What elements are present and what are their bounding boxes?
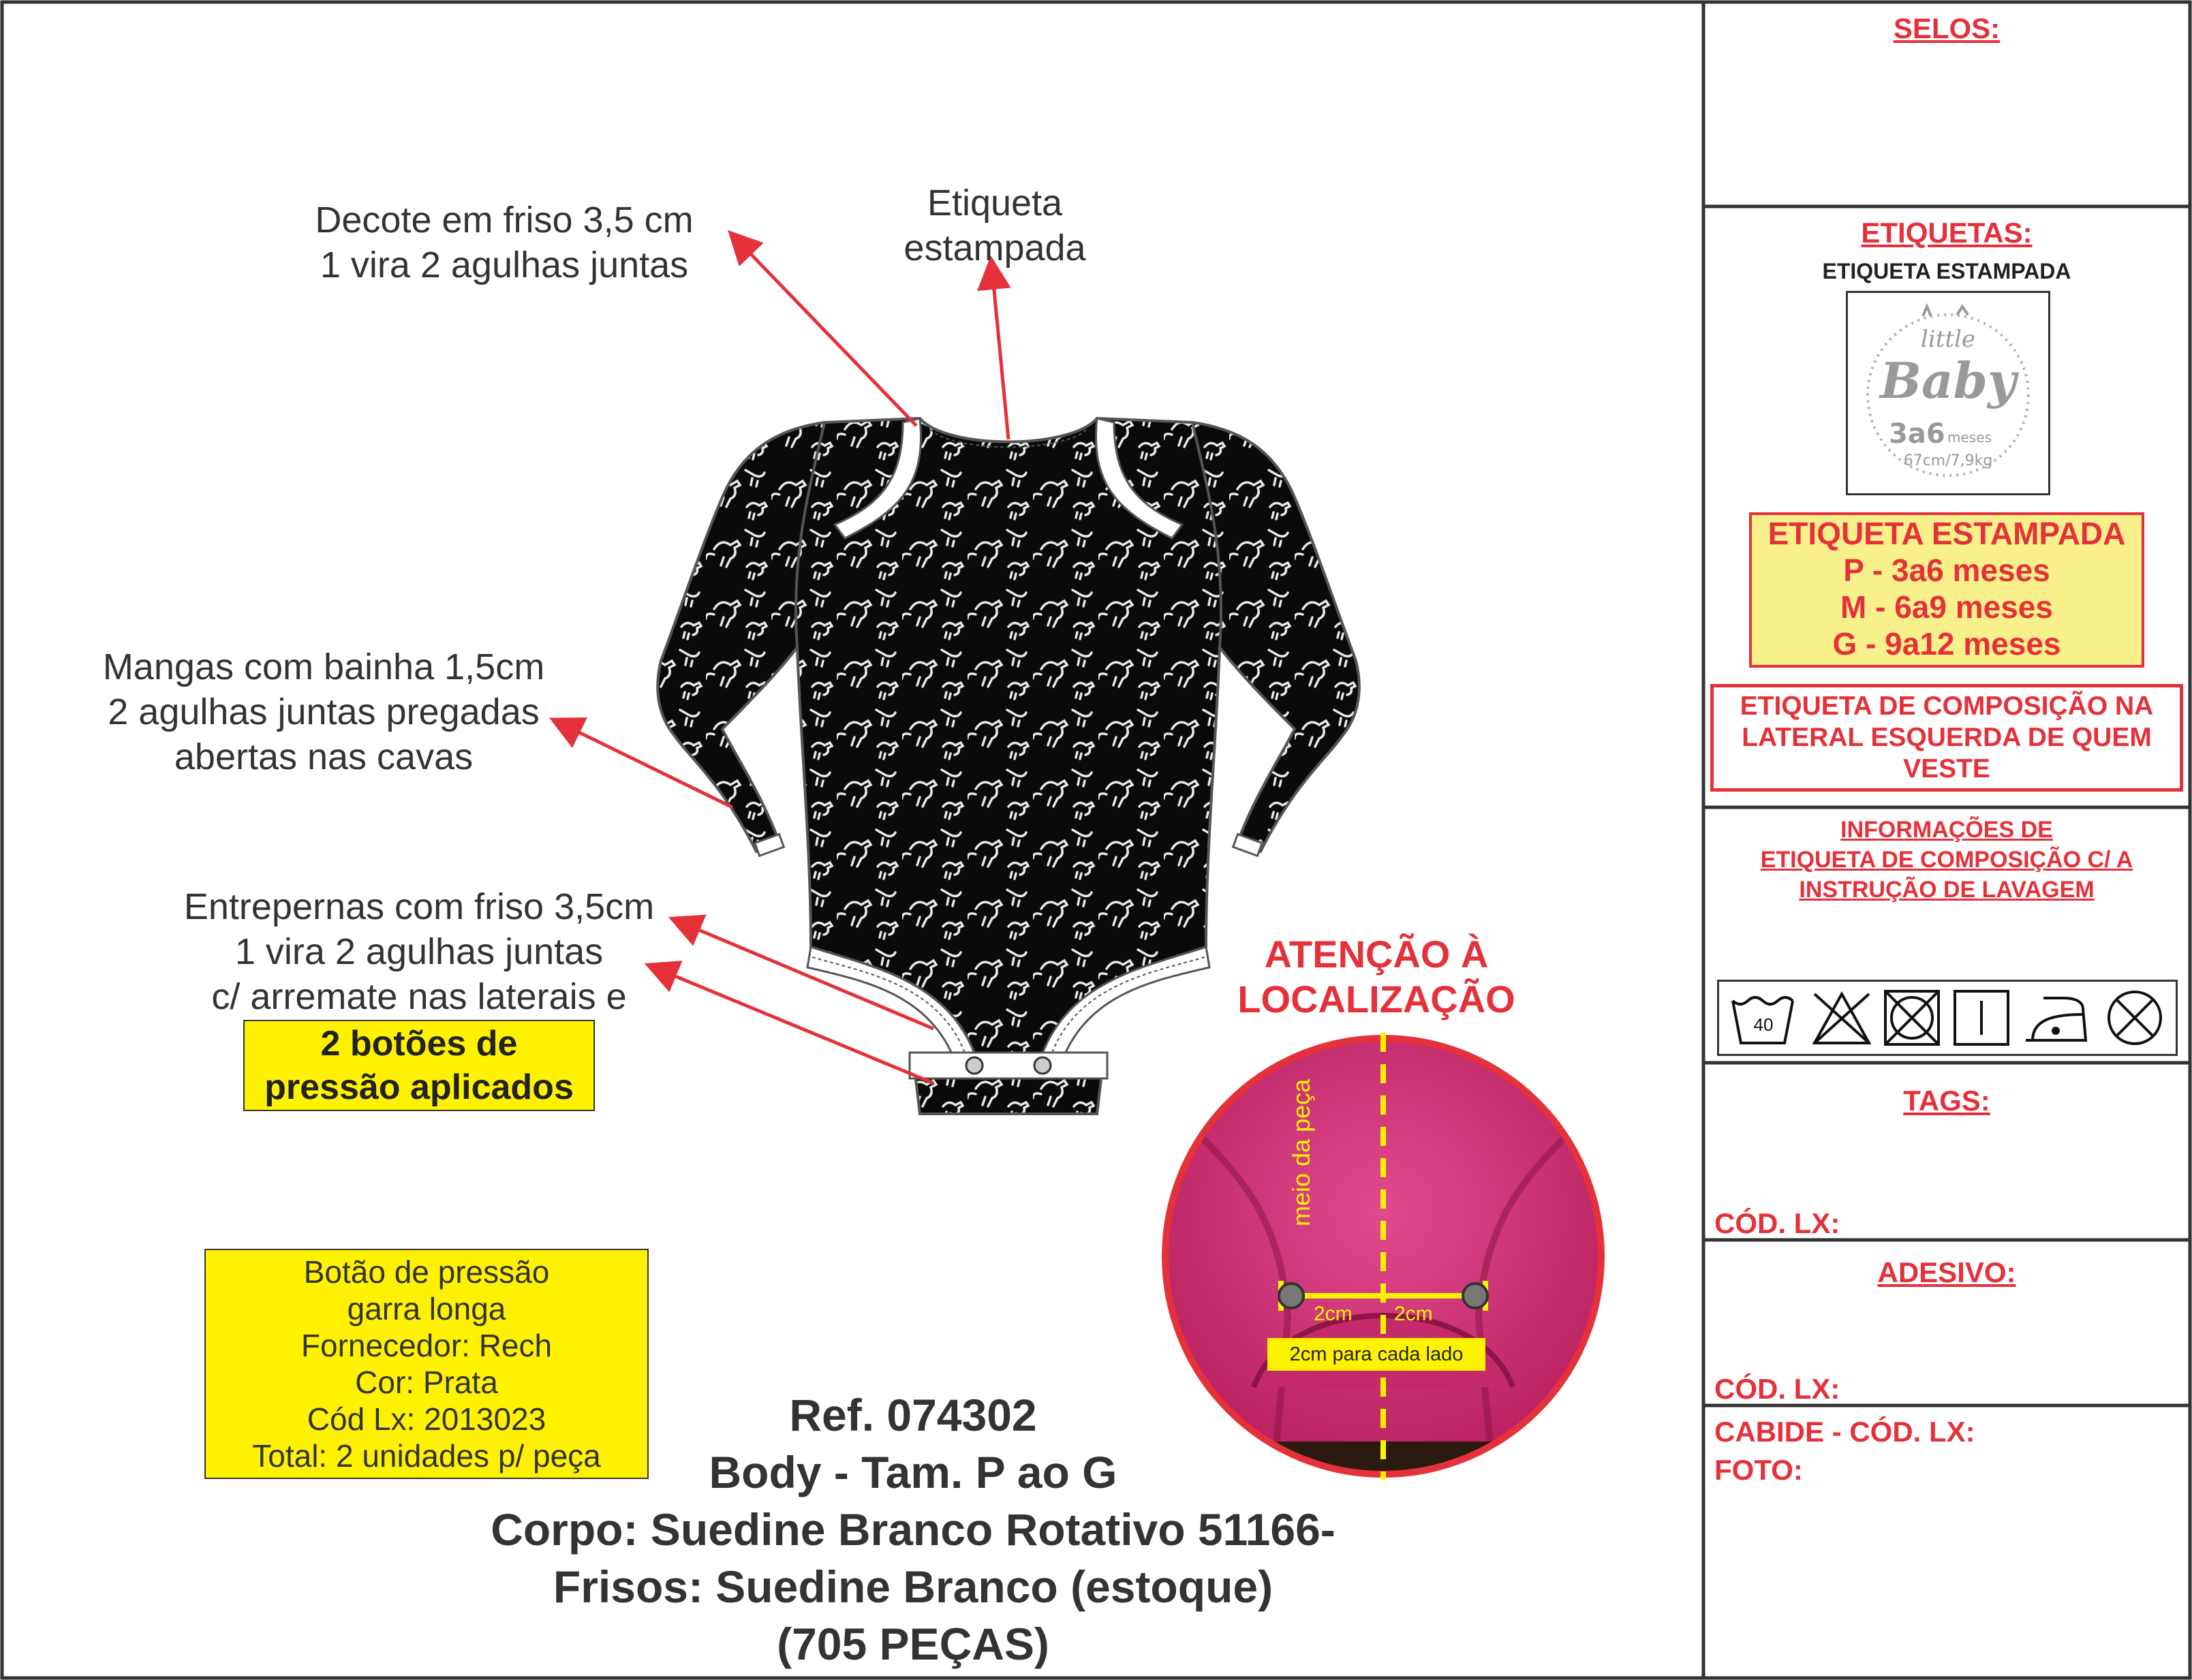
snaps-line-2: pressão aplicados bbox=[264, 1068, 574, 1107]
neckline-callout bbox=[293, 198, 715, 287]
snap-info-line-5: Cód Lx: 2013023 bbox=[307, 1401, 546, 1437]
label-art-size: 3a6 bbox=[1889, 418, 1945, 450]
printed-label-art bbox=[1846, 291, 2050, 495]
label-art-word1: little bbox=[1920, 326, 1976, 353]
snap-info-line-1: Botão de pressão bbox=[303, 1254, 550, 1290]
label-art-measure: 67cm/7,9kg bbox=[1903, 452, 1993, 469]
measure-right-label: 2cm bbox=[1394, 1303, 1433, 1325]
attention-line-1: ATENÇÃO À bbox=[1264, 933, 1489, 976]
care-symbols-strip bbox=[1719, 982, 2176, 1054]
wash-temperature: 40 bbox=[1753, 1014, 1774, 1035]
sleeves-line-1: Mangas com bainha 1,5cm bbox=[102, 647, 545, 687]
snaps-line-1: 2 botões de bbox=[320, 1024, 518, 1063]
label-art-unit: meses bbox=[1947, 429, 1992, 446]
snaps-highlight bbox=[243, 1020, 595, 1111]
crotch-callout bbox=[157, 884, 681, 1019]
photo-label: FOTO: bbox=[1714, 1454, 1803, 1486]
measure-left-label: 2cm bbox=[1314, 1303, 1353, 1325]
sleeves-callout bbox=[68, 644, 579, 779]
label-callout bbox=[838, 181, 1152, 270]
crotch-line-2: 1 vira 2 agulhas juntas bbox=[234, 931, 604, 972]
piece-count: (705 PEÇAS) bbox=[777, 1619, 1049, 1669]
care-info-line-2: ETIQUETA DE COMPOSIÇÃO C/ A bbox=[1760, 847, 2133, 873]
neckline-line-1: Decote em friso 3,5 cm bbox=[315, 200, 694, 240]
snap-info-line-3: Fornecedor: Rech bbox=[300, 1328, 553, 1363]
localization-detail-photo bbox=[1152, 1033, 1615, 1480]
size-m: M - 6a9 meses bbox=[1840, 589, 2053, 625]
product-name: Body - Tam. P ao G bbox=[709, 1447, 1117, 1497]
center-line-label bbox=[1281, 1185, 1390, 1226]
label-line-2: estampada bbox=[904, 228, 1086, 268]
sleeves-line-3: abertas nas cavas bbox=[174, 736, 474, 777]
snap-info-line-4: Cor: Prata bbox=[355, 1365, 498, 1400]
snap-info-line-2: garra longa bbox=[347, 1291, 506, 1326]
reference-code: Ref. 074302 bbox=[789, 1390, 1037, 1440]
sticker-header: ADESIVO: bbox=[1877, 1256, 2016, 1288]
crotch-line-1: Entrepernas com friso 3,5cm bbox=[183, 886, 655, 927]
sizes-box-title: ETIQUETA ESTAMPADA bbox=[1768, 516, 2126, 551]
composition-line-1: ETIQUETA DE COMPOSIÇÃO NA bbox=[1740, 691, 2154, 721]
care-info-line-1: INFORMAÇÕES DE bbox=[1840, 817, 2053, 843]
sleeves-line-2: 2 agulhas juntas pregadas bbox=[108, 691, 540, 732]
composition-line-2: LATERAL ESQUERDA DE QUEM bbox=[1742, 723, 2152, 752]
care-info-line-3: INSTRUÇÃO DE LAVAGEM bbox=[1799, 877, 2095, 903]
sizes-box bbox=[1749, 512, 2144, 668]
crotch-line-3: c/ arremate nas laterais e bbox=[211, 976, 627, 1017]
tags-header: TAGS: bbox=[1903, 1085, 1990, 1117]
size-p: P - 3a6 meses bbox=[1843, 553, 2050, 588]
size-g: G - 9a12 meses bbox=[1832, 626, 2061, 662]
neckline-line-2: 1 vira 2 agulhas juntas bbox=[320, 245, 689, 285]
body-fabric: Corpo: Suedine Branco Rotativo 51166- bbox=[491, 1504, 1336, 1555]
attention-line-2: LOCALIZAÇÃO bbox=[1237, 978, 1515, 1021]
care-info-header bbox=[1703, 815, 2190, 905]
composition-position-box bbox=[1710, 684, 2183, 792]
seals-header: SELOS: bbox=[1893, 12, 2001, 44]
label-art-word2: Baby bbox=[1880, 352, 2016, 409]
trim-fabric: Frisos: Suedine Branco (estoque) bbox=[553, 1561, 1273, 1612]
printed-label-title: ETIQUETA ESTAMPADA bbox=[1822, 259, 2071, 283]
attention-title bbox=[1199, 932, 1554, 1022]
tags-code: CÓD. LX: bbox=[1714, 1207, 1840, 1239]
label-line-1: Etiqueta bbox=[927, 183, 1063, 223]
labels-header: ETIQUETAS: bbox=[1861, 217, 2033, 249]
sticker-code: CÓD. LX: bbox=[1714, 1373, 1840, 1405]
measure-note: 2cm para cada lado bbox=[1267, 1338, 1485, 1371]
composition-line-3: VESTE bbox=[1903, 754, 1990, 783]
hanger-code: CABIDE - CÓD. LX: bbox=[1714, 1416, 1975, 1448]
snap-info-line-6: Total: 2 unidades p/ peça bbox=[252, 1438, 601, 1474]
care-symbols bbox=[1717, 980, 2178, 1056]
